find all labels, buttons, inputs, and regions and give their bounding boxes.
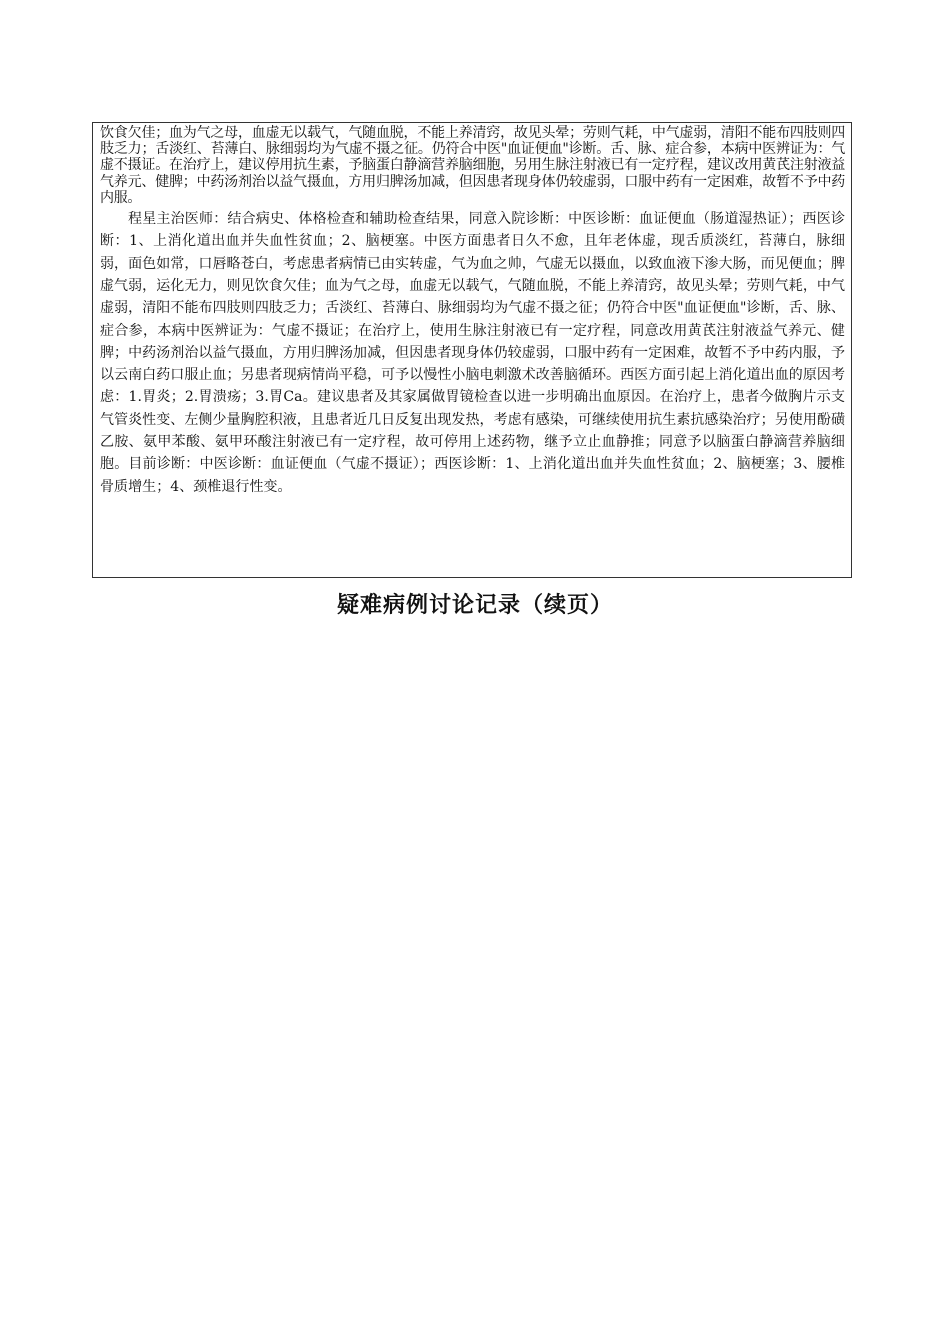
discussion-record-box: [92, 122, 852, 578]
attending-physician-paragraph: 程星主治医师：结合病史、体格检查和辅助检查结果，同意入院诊断：中医诊断：血证便血（肠道湿热证）；西医诊断：1、上消化道出血并失血性贫血；2、脑梗塞。中医方面患者日久不愈，且年老体虚，现舌质淡红，苔薄白，脉细弱，面色如常，口唇略苍白，考虑患者病情已由实转虚，气为血之帅，气虚无以摄血，以致血液下渗大肠，而见便血；脾虚气弱，运化无力，则见饮食欠佳；血为气之母，血虚无以载气，气随血脱，不能上养清窍，故见头晕；劳则气耗，中气虚弱，清阳不能布四肢则四肢乏力；舌淡红、苔薄白、脉细弱均为气虚不摄之征；仍符合中医"血证便血"诊断，舌、脉、症合参，本病中医辨证为：气虚不摄证；在治疗上，使用生脉注射液已有一定疗程，同意改用黄芪注射液益气养元、健脾；中药汤剂治以益气摄血，方用归脾汤加减，但因患者现身体仍较虚弱，口服中药有一定困难，故暂不予中药内服，予以云南白药口服止血；另患者现病情尚平稳，可予以慢性小脑电刺激术改善脑循环。西医方面引起上消化道出血的原因考虑：1.胃炎；2.胃溃疡；3.胃Ca。建议患者及其家属做胃镜检查以进一步明确出血原因。在治疗上，患者今做胸片示支气管炎性变、左侧少量胸腔积液，且患者近几日反复出现发热，考虑有感染，可继续使用抗生素抗感染治疗；另使用酚磺乙胺、氨甲苯酸、氨甲环酸注射液已有一定疗程，故可停用上述药物，继予立止血静推；同意予以脑蛋白静滴营养脑细胞。目前诊断：中医诊断：血证便血（气虚不摄证）；西医诊断：1、上消化道出血并失血性贫血；2、脑梗塞；3、腰椎骨质增生；4、颈椎退行性变。: [100, 211, 845, 495]
continued-paragraph: 饮食欠佳；血为气之母，血虚无以载气，气随血脱，不能上养清窍，故见头晕；劳则气耗，中气虚弱，清阳不能布四肢则四肢乏力；舌淡红、苔薄白、脉细弱均为气虚不摄之征。仍符合中医"血证便血"诊断。舌、脉、症合参，本病中医辨证为：气虚不摄证。在治疗上，建议停用抗生素，予脑蛋白静滴营养脑细胞，另用生脉注射液已有一定疗程，建议改用黄芪注射液益气养元、健脾；中药汤剂治以益气摄血，方用归脾汤加减，但因患者现身体仍较虚弱，口服中药有一定困难，故暂不予中药内服。: [100, 125, 845, 206]
page-title: 疑难病例讨论记录（续页）: [336, 593, 613, 618]
